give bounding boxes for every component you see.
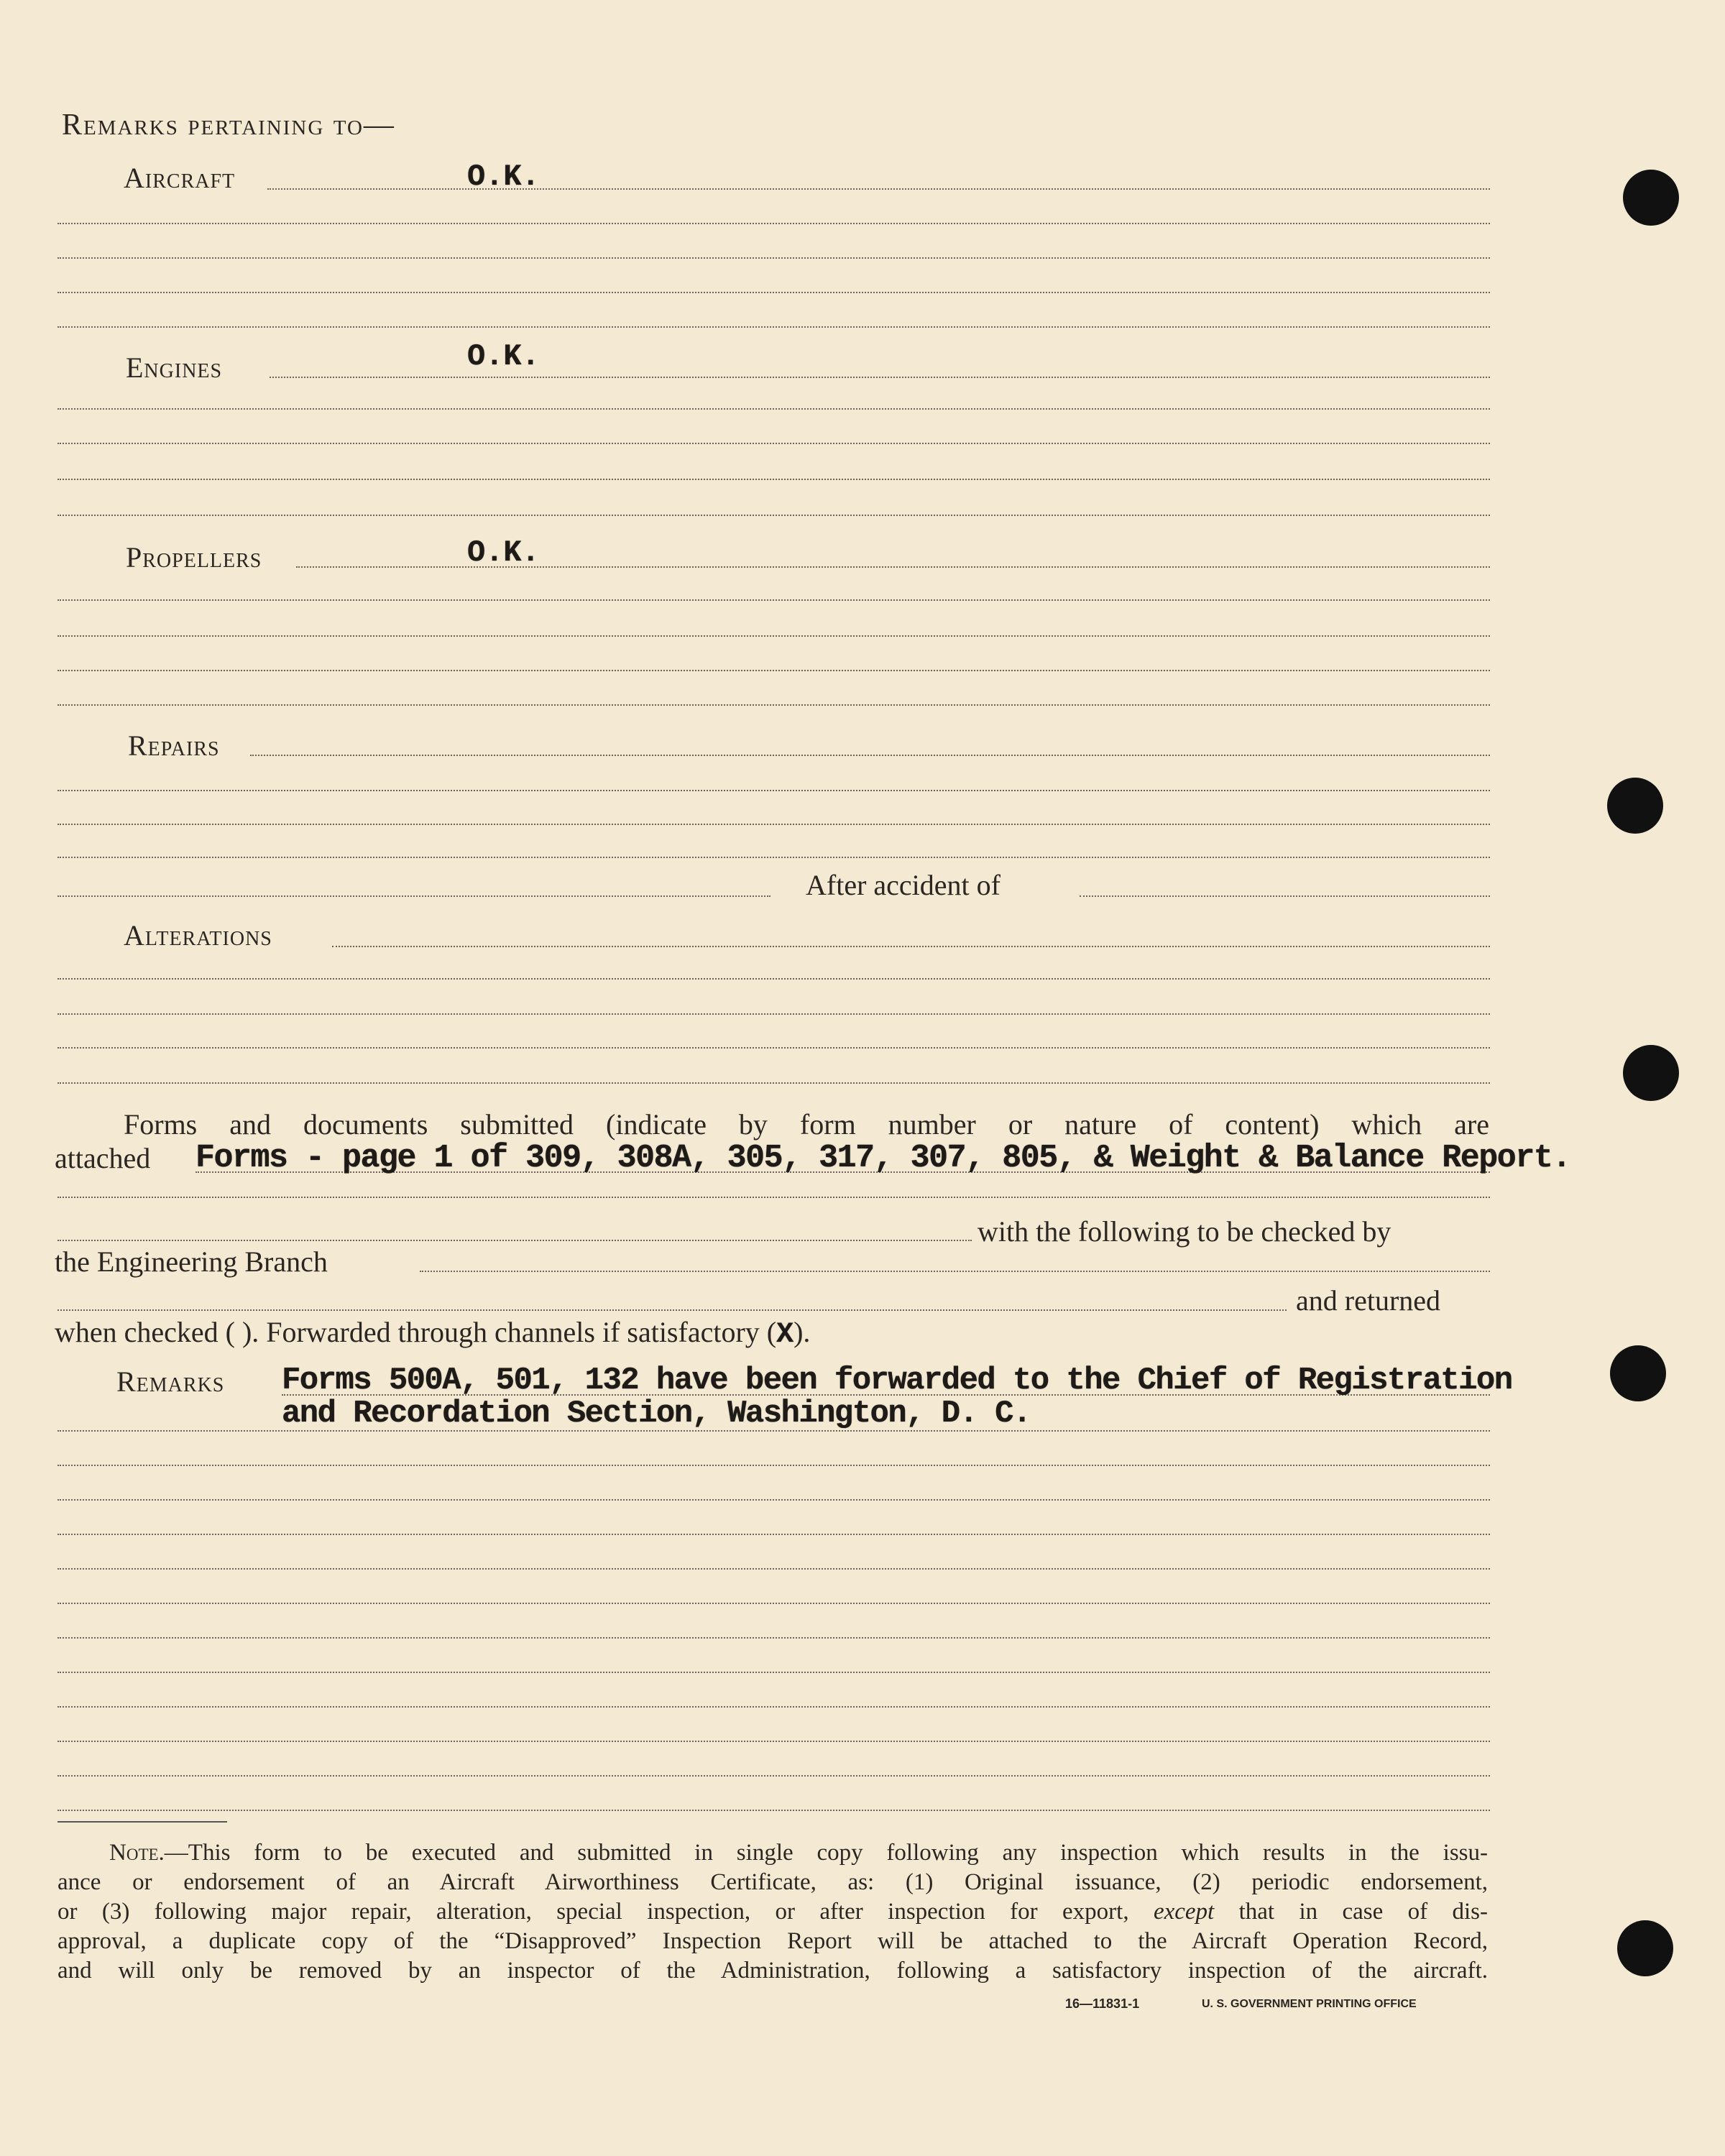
fill-in-line [58, 223, 1490, 224]
fill-in-line [332, 946, 1490, 947]
punch-hole [1623, 1045, 1679, 1101]
fill-in-line [58, 1013, 1490, 1015]
aircraft-value[interactable]: O.K. [467, 160, 540, 194]
fill-in-line [270, 377, 1490, 378]
punch-hole [1610, 1345, 1666, 1401]
returned-text: and returned [1296, 1284, 1441, 1317]
attached-forms-value[interactable]: Forms - page 1 of 309, 308A, 305, 317, 307, 805, & Weight & Balance Report. [196, 1140, 1570, 1176]
fill-in-line [58, 635, 1490, 637]
alterations-label: Alterations [124, 919, 272, 952]
note-line-1 [58, 1840, 1488, 1866]
fill-in-line [58, 1741, 1490, 1742]
propellers-value[interactable]: O.K. [467, 535, 540, 570]
note-line-4: approval, a duplicate copy of the “Disapproved” Inspection Report will be attached to the Aircraft Operation Record, [58, 1928, 1488, 1954]
forms-instructions: Forms and documents submitted (indicate by form number or nature of content) which are [124, 1108, 1489, 1141]
printer-credit: U. S. GOVERNMENT PRINTING OFFICE [1202, 1998, 1417, 2010]
punch-hole [1623, 170, 1679, 226]
page-title: Remarks pertaining to— [62, 109, 395, 142]
note-divider [58, 1821, 227, 1823]
fill-in-line [58, 1637, 1490, 1639]
note-line-3 [58, 1899, 1488, 1925]
fill-in-line [58, 1603, 1490, 1604]
checked-by-text: with the following to be checked by [978, 1215, 1392, 1248]
fill-in-line [58, 1197, 1490, 1198]
fill-in-line [1080, 895, 1490, 897]
engineering-branch-text: the Engineering Branch [55, 1245, 328, 1278]
propellers-label: Propellers [126, 541, 262, 573]
fill-in-line [58, 1309, 1287, 1311]
fill-in-line [58, 1082, 1490, 1084]
fill-in-line [58, 978, 1490, 980]
fill-in-line [58, 1240, 972, 1241]
close-paren: ). [794, 1316, 811, 1348]
fill-in-line [420, 1271, 1490, 1272]
fill-in-line [58, 1672, 1490, 1673]
fill-in-line [58, 857, 1490, 858]
fill-in-line [58, 824, 1490, 825]
form-code: 16—11831-1 [1065, 1996, 1140, 2011]
fill-in-line [58, 704, 1490, 706]
aircraft-label: Aircraft [124, 162, 236, 194]
engines-label: Engines [126, 351, 223, 384]
fill-in-line [58, 1775, 1490, 1777]
fill-in-line [58, 1706, 1490, 1708]
engines-value[interactable]: O.K. [467, 339, 540, 374]
fill-in-line [267, 188, 1490, 190]
note-text: or (3) following major repair, alteration, special inspection, or after inspection for export, [58, 1899, 1129, 1925]
fill-in-line [58, 599, 1490, 601]
fill-in-line [58, 1534, 1490, 1535]
satisfactory-checkbox[interactable]: X [776, 1319, 794, 1351]
after-accident-label: After accident of [806, 869, 1000, 901]
fill-in-line [58, 895, 770, 897]
when-checked-label: when checked ( ). Forwarded through channels if satisfactory ( [55, 1316, 777, 1348]
note-lead: Note. [109, 1840, 165, 1866]
note-italic: except [1153, 1899, 1215, 1925]
note-text: that in case of dis- [1238, 1899, 1489, 1925]
remarks-line-2[interactable]: and Recordation Section, Washington, D. C. [282, 1396, 1031, 1432]
punch-hole [1617, 1920, 1673, 1976]
fill-in-line [58, 257, 1490, 259]
fill-in-line [58, 292, 1490, 293]
remarks-line-1[interactable]: Forms 500A, 501, 132 have been forwarded to the Chief of Registration [282, 1363, 1512, 1399]
when-checked-text [55, 1315, 810, 1351]
note-line-5: and will only be removed by an inspector of the Administration, following a satisfactory inspection of the aircraft. [58, 1958, 1488, 1984]
fill-in-line [58, 515, 1490, 516]
fill-in-line [58, 443, 1490, 444]
fill-in-line [58, 1465, 1490, 1466]
fill-in-line [58, 1047, 1490, 1049]
fill-in-line [58, 326, 1490, 328]
remarks-label: Remarks [116, 1365, 225, 1398]
fill-in-line [58, 670, 1490, 671]
fill-in-line [58, 408, 1490, 410]
fill-in-line [58, 790, 1490, 791]
fill-in-line [58, 479, 1490, 480]
repairs-label: Repairs [128, 729, 220, 762]
fill-in-line [250, 755, 1490, 756]
fill-in-line [58, 1568, 1490, 1570]
note-text: —This form to be executed and submitted in single copy following any inspection which results in the issu- [164, 1840, 1488, 1866]
fill-in-line [58, 1499, 1490, 1501]
note-line-2: ance or endorsement of an Aircraft Airworthiness Certificate, as: (1) Original issuance, (2) periodic endorsement, [58, 1869, 1488, 1895]
fill-in-line [58, 1810, 1490, 1811]
punch-hole [1607, 778, 1663, 834]
attached-label: attached [55, 1142, 151, 1174]
